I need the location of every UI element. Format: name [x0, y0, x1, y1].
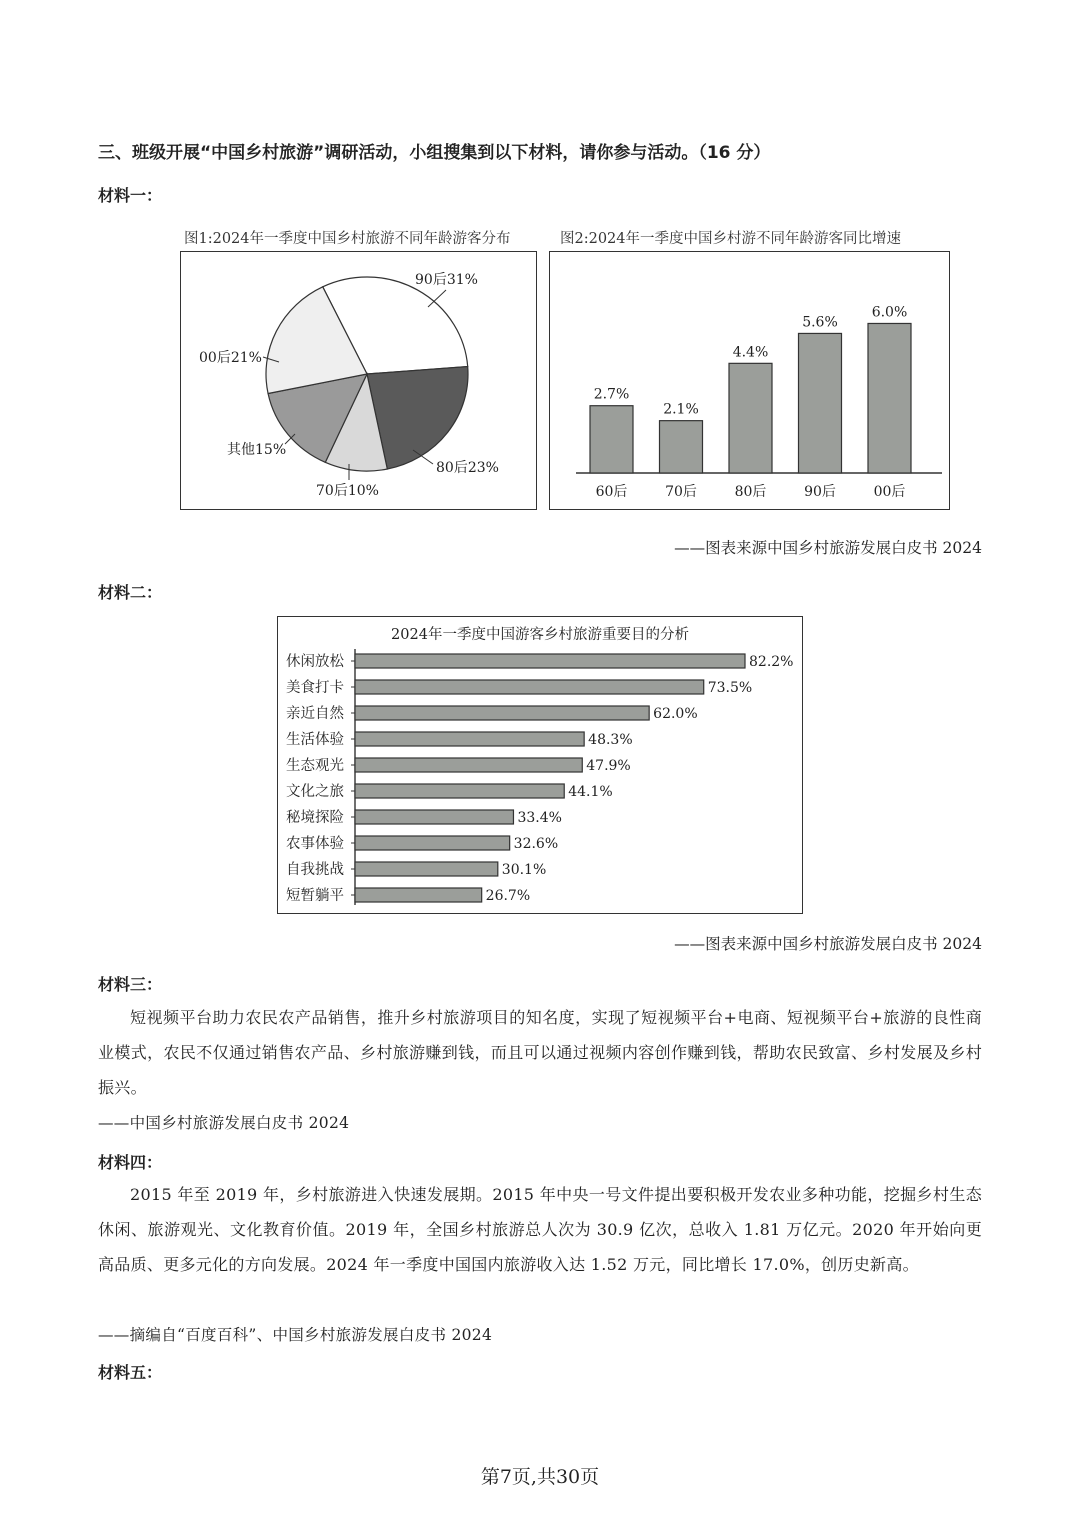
- purpose-value-label-9: 26.7%: [485, 888, 531, 904]
- purpose-value-label-8: 30.1%: [501, 862, 547, 878]
- purpose-bar-8: [355, 862, 498, 876]
- growth-bar-4: [868, 323, 911, 473]
- growth-value-label-2: 4.4%: [732, 344, 769, 361]
- source-3: ——中国乡村旅游发展白皮书 2024: [98, 1114, 350, 1132]
- purpose-category-label-2: 亲近自然: [286, 706, 344, 722]
- source-1: ——图表来源中国乡村旅游发展白皮书 2024: [674, 539, 982, 557]
- purpose-category-label-5: 文化之旅: [286, 784, 344, 800]
- growth-value-label-0: 2.7%: [593, 386, 630, 403]
- purpose-category-label-8: 自我挑战: [286, 862, 344, 878]
- growth-chart-title: 图2:2024年一季度中国乡村游不同年龄游客同比增速: [560, 231, 902, 247]
- purpose-chart-title: 2024年一季度中国游客乡村旅游重要目的分析: [391, 627, 689, 643]
- purpose-category-label-7: 农事体验: [286, 836, 344, 852]
- pie-chart-title: 图1:2024年一季度中国乡村旅游不同年龄游客分布: [184, 231, 511, 247]
- purpose-value-label-6: 33.4%: [517, 810, 562, 826]
- growth-value-label-1: 2.1%: [663, 401, 699, 418]
- pie-chart: [181, 252, 536, 509]
- pie-label-2: 70后10%: [316, 483, 379, 499]
- material-5-label: 材料五：: [98, 1363, 163, 1382]
- material-4-label: 材料四：: [98, 1153, 163, 1172]
- purpose-value-label-4: 47.9%: [586, 758, 631, 774]
- purpose-bar-3: [355, 732, 584, 746]
- growth-value-label-3: 5.6%: [802, 314, 838, 331]
- growth-bar-1: [660, 421, 703, 473]
- material-4-text: 2015 年至 2019 年，乡村旅游进入快速发展期。2015 年中央一号文件提出要积极开发农业多种功能，挖掘乡村生态休闲、旅游观光、文化教育价值。2019 年，全国乡村旅游总人次为 30.9 亿次，总收入 1.81 万亿元。2020 年开始向更高品质、更多元化的方向发展。2024 年一季度中国国内旅游收入达 1.52 万元，同比增长 17.0%，创历史新高。: [98, 1185, 982, 1274]
- purpose-category-label-6: 秘境探险: [286, 810, 344, 826]
- growth-bar-2: [729, 363, 772, 473]
- growth-bar-chart: [550, 252, 949, 509]
- purpose-value-label-2: 62.0%: [653, 706, 698, 722]
- growth-category-label-0: 60后: [595, 484, 628, 500]
- purpose-bar-chart: [278, 617, 802, 913]
- growth-chart-frame: [549, 251, 950, 510]
- source-4: ——摘编自“百度百科”、中国乡村旅游发展白皮书 2024: [98, 1326, 493, 1344]
- material-1-label: 材料一：: [98, 186, 163, 205]
- growth-category-label-2: 80后: [734, 484, 767, 500]
- purpose-value-label-1: 73.5%: [707, 680, 753, 696]
- source-2: ——图表来源中国乡村旅游发展白皮书 2024: [674, 935, 982, 953]
- material-3-label: 材料三：: [98, 975, 163, 994]
- material-3-text: 短视频平台助力农民农产品销售，推升乡村旅游项目的知名度，实现了短视频平台+电商、短视频平台+旅游的良性商业模式，农民不仅通过销售农产品、乡村旅游赚到钱，而且可以通过视频内容创作赚到钱，帮助农民致富、乡村发展及乡村振兴。: [98, 1008, 982, 1097]
- page-footer: 第7页,共30页: [480, 1466, 600, 1488]
- growth-category-label-4: 00后: [873, 484, 906, 500]
- purpose-value-label-0: 82.2%: [749, 654, 794, 670]
- purpose-category-label-9: 短暂躺平: [286, 888, 344, 904]
- purpose-bar-7: [355, 836, 510, 850]
- growth-category-label-1: 70后: [665, 484, 697, 500]
- growth-value-label-4: 6.0%: [871, 304, 908, 321]
- purpose-bar-0: [355, 654, 745, 668]
- pie-label-3: 其他15%: [227, 442, 287, 458]
- purpose-category-label-3: 生活体验: [286, 732, 344, 748]
- purpose-value-label-7: 32.6%: [513, 836, 559, 852]
- pie-label-0: 90后31%: [415, 272, 478, 288]
- purpose-bar-4: [355, 758, 582, 772]
- growth-bar-0: [590, 406, 633, 473]
- pie-chart-frame: [180, 251, 537, 510]
- purpose-category-label-4: 生态观光: [286, 758, 344, 774]
- purpose-chart-frame: [277, 616, 803, 914]
- growth-bar-3: [799, 333, 842, 473]
- purpose-value-label-3: 48.3%: [588, 732, 633, 748]
- pie-label-4: 00后21%: [199, 350, 262, 366]
- growth-category-label-3: 90后: [804, 484, 836, 500]
- purpose-bar-2: [355, 706, 649, 720]
- purpose-bar-6: [355, 810, 513, 824]
- purpose-category-label-0: 休闲放松: [286, 654, 344, 670]
- purpose-bar-9: [355, 888, 482, 902]
- question-title: 三、班级开展“中国乡村旅游”调研活动，小组搜集到以下材料，请你参与活动。（16 分）: [98, 143, 771, 163]
- purpose-bar-5: [355, 784, 564, 798]
- material-2-label: 材料二：: [98, 583, 163, 602]
- purpose-category-label-1: 美食打卡: [286, 680, 344, 696]
- purpose-value-label-5: 44.1%: [568, 784, 613, 800]
- purpose-bar-1: [355, 680, 704, 694]
- pie-label-1: 80后23%: [436, 460, 499, 476]
